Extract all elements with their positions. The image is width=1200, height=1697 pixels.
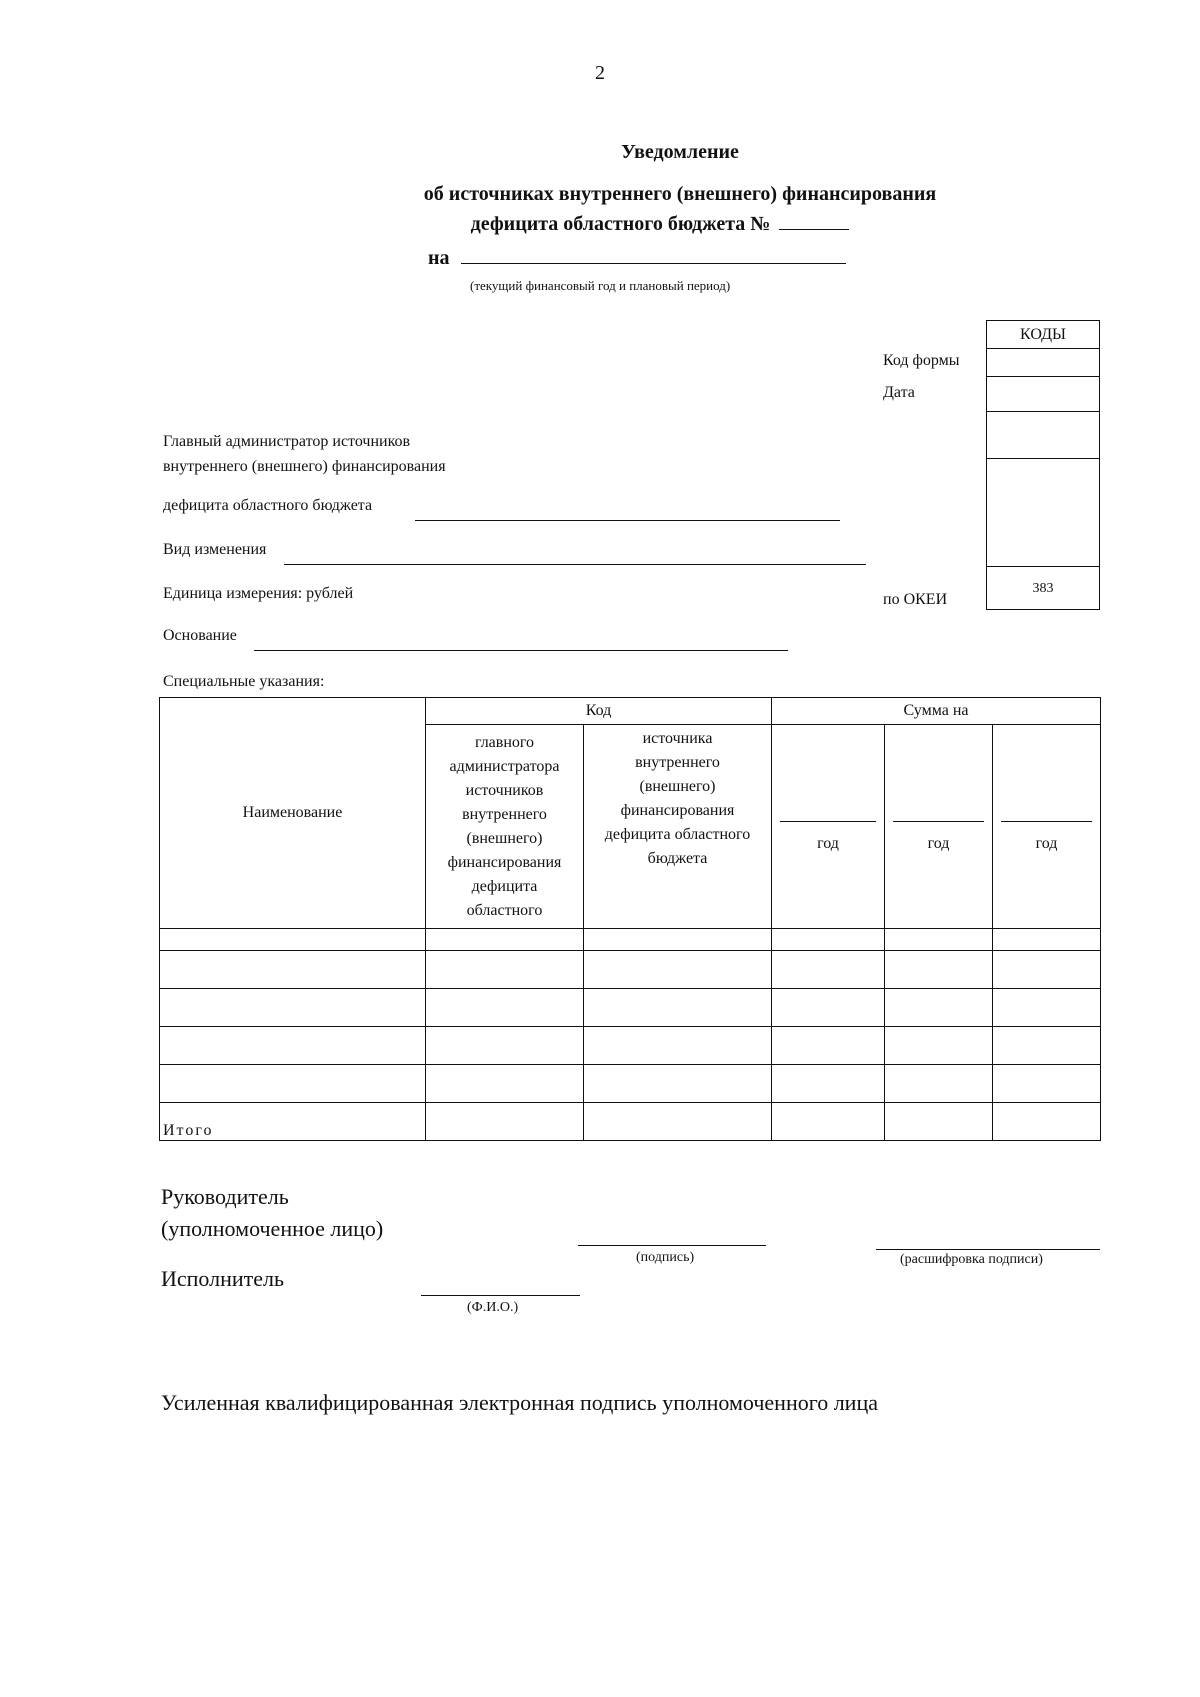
head-label-line1: Руководитель <box>161 1184 289 1209</box>
codes-box <box>986 320 1100 610</box>
source-code-header <box>584 725 772 929</box>
page-number: 2 <box>595 62 605 84</box>
sources-table <box>159 697 1101 1141</box>
signature-caption: (подпись) <box>636 1250 695 1265</box>
period-label: на <box>428 247 450 269</box>
year-header-3: год <box>993 725 1101 929</box>
year-blank-3[interactable] <box>1001 821 1092 822</box>
table-row <box>160 1065 1101 1103</box>
codes-divider <box>987 566 1099 567</box>
head-decoding-field[interactable] <box>876 1249 1100 1250</box>
head-label-line2: (уполномоченное лицо) <box>161 1216 384 1241</box>
electronic-signature-label: Усиленная квалифицированная электронная подпись уполномоченного лица <box>161 1390 878 1415</box>
administrator-label-line3: дефицита областного бюджета <box>163 497 373 514</box>
period-row <box>428 247 846 270</box>
year-header-2: год <box>885 725 993 929</box>
administrator-label-line1: Главный администратор источников <box>163 433 411 450</box>
form-code-label: Код формы <box>883 352 960 369</box>
name-column-header: Наименование <box>160 698 426 929</box>
codes-divider <box>987 411 1099 412</box>
document-subtitle: об источниках внутреннего (внешнего) финансирования <box>423 183 937 205</box>
change-type-field[interactable] <box>284 564 866 565</box>
change-type-label: Вид изменения <box>163 541 267 558</box>
notice-number-field[interactable] <box>779 229 849 230</box>
codes-divider <box>987 376 1099 377</box>
code-group-header: Код <box>426 698 772 725</box>
executor-fio-field[interactable] <box>421 1295 580 1296</box>
year-blank-1[interactable] <box>780 821 876 822</box>
basis-label: Основание <box>163 627 237 644</box>
codes-divider <box>987 458 1099 459</box>
okei-code-value: 383 <box>1032 581 1054 596</box>
document-title: Уведомление <box>621 141 739 163</box>
source-code-header-text: источника внутреннего (внешнего) финансирования дефицита областного бюджета <box>604 730 751 867</box>
document-subtitle-number <box>60 213 1200 236</box>
document-subtitle-text: дефицита областного бюджета № <box>470 213 771 235</box>
table-row <box>160 929 1101 951</box>
fio-caption: (Ф.И.О.) <box>467 1300 519 1315</box>
table-row <box>160 951 1101 989</box>
year-blank-2[interactable] <box>893 821 984 822</box>
admin-code-header <box>426 725 584 929</box>
table-row <box>160 989 1101 1027</box>
administrator-label-line2: внутреннего (внешнего) финансирования <box>163 458 446 475</box>
administrator-field[interactable] <box>415 520 840 521</box>
sum-group-header: Сумма на <box>772 698 1101 725</box>
year-header-1: год <box>772 725 885 929</box>
decoding-caption: (расшифровка подписи) <box>900 1252 1043 1267</box>
total-row <box>160 1103 1101 1141</box>
unit-label: Единица измерения: рублей <box>163 585 354 602</box>
admin-code-header-text: главного администратора источников внутреннего (внешнего) финансирования дефицита областного <box>447 733 562 919</box>
basis-field[interactable] <box>254 650 788 651</box>
period-caption: (текущий финансовый год и плановый период) <box>470 278 731 293</box>
total-label: Итого <box>160 1103 426 1141</box>
codes-header: КОДЫ <box>987 321 1099 349</box>
period-field[interactable] <box>461 263 846 264</box>
date-label: Дата <box>883 384 915 401</box>
table-row <box>160 1027 1101 1065</box>
special-instructions-label: Специальные указания: <box>163 673 325 690</box>
head-signature-field[interactable] <box>578 1245 766 1246</box>
okei-label: по ОКЕИ <box>883 591 948 608</box>
executor-label: Исполнитель <box>161 1266 285 1291</box>
